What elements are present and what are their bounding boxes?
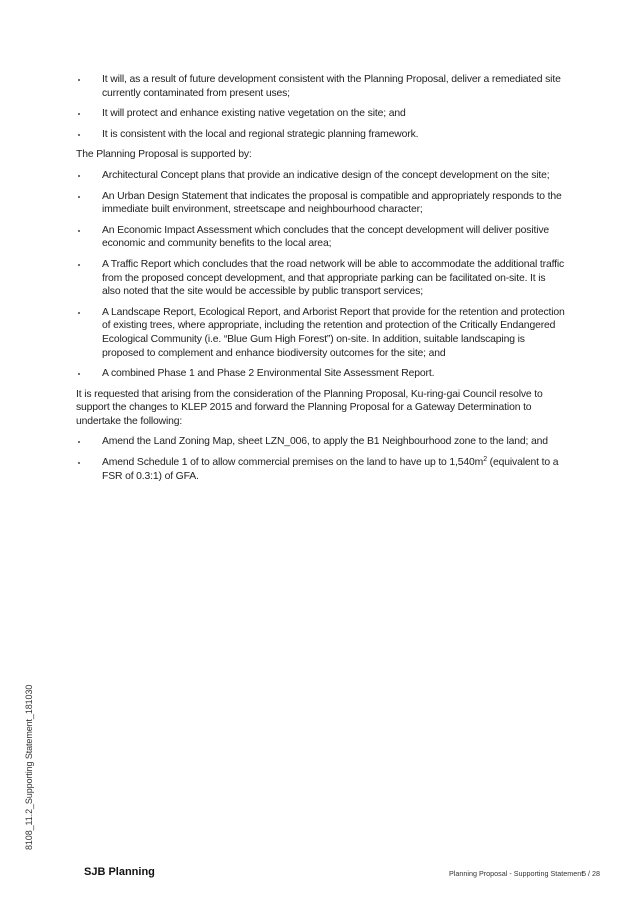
page-number: 5 / 28 xyxy=(582,869,600,878)
list-item: An Economic Impact Assessment which concludes that the concept development will deliver positive economic and community benefits to the local area; xyxy=(76,224,566,251)
supported-heading: The Planning Proposal is supported by: xyxy=(76,149,252,161)
list-item: A combined Phase 1 and Phase 2 Environmental Site Assessment Report. xyxy=(76,367,566,381)
side-document-reference: 8108_11.2_Supporting Statement_181030 xyxy=(24,684,34,850)
superscript: 2 xyxy=(483,456,487,464)
list-item: A Traffic Report which concludes that the road network will be able to accommodate the additional traffic from the proposed concept development, and that appropriate parking can be facilitated on-site. It is also noted that the site would be accessible by public transport services; xyxy=(76,258,566,299)
company-logo: SJB Planning xyxy=(84,866,155,878)
list-item: A Landscape Report, Ecological Report, and Arborist Report that provide for the retention and protection of existing trees, where appropriate, including the retention and protection of the Critically Endangered Ecological Community (i.e. “Blue Gum High Forest”) on-site. In addition, suitable landscaping is proposed to complement and enhance biodiversity outcomes for the site; and xyxy=(76,306,566,360)
intro-bullet-list xyxy=(76,73,566,141)
request-paragraph: It is requested that arising from the consideration of the Planning Proposal, Ku-ring-gai Council resolve to support the changes to KLEP 2015 and forward the Planning Proposal for a Gateway Determination to undertake the following: xyxy=(76,388,543,427)
list-item xyxy=(76,456,566,483)
list-item: An Urban Design Statement that indicates the proposal is compatible and appropriately responds to the immediate built environment, streetscape and neighbourhood character; xyxy=(76,190,566,217)
list-item: It will protect and enhance existing native vegetation on the site; and xyxy=(76,107,566,121)
schedule-text-end: (equivalent to a FSR of 0.3:1) of GFA. xyxy=(102,457,559,482)
list-item: Architectural Concept plans that provide an indicative design of the concept development on the site; xyxy=(76,169,566,183)
list-item: Amend the Land Zoning Map, sheet LZN_006, to apply the B1 Neighbourhood zone to the land; and xyxy=(76,435,566,449)
list-item: It will, as a result of future development consistent with the Planning Proposal, deliver a remediated site currently contaminated from present uses; xyxy=(76,73,566,100)
footer-document-title: Planning Proposal - Supporting Statement xyxy=(449,869,584,878)
supported-bullet-list xyxy=(76,169,566,381)
schedule-text: Amend Schedule 1 of to allow commercial premises on the land to have up to 1,540m xyxy=(102,457,484,469)
document-body xyxy=(76,73,566,490)
list-item: It is consistent with the local and regional strategic planning framework. xyxy=(76,128,566,142)
request-bullet-list xyxy=(76,435,566,483)
